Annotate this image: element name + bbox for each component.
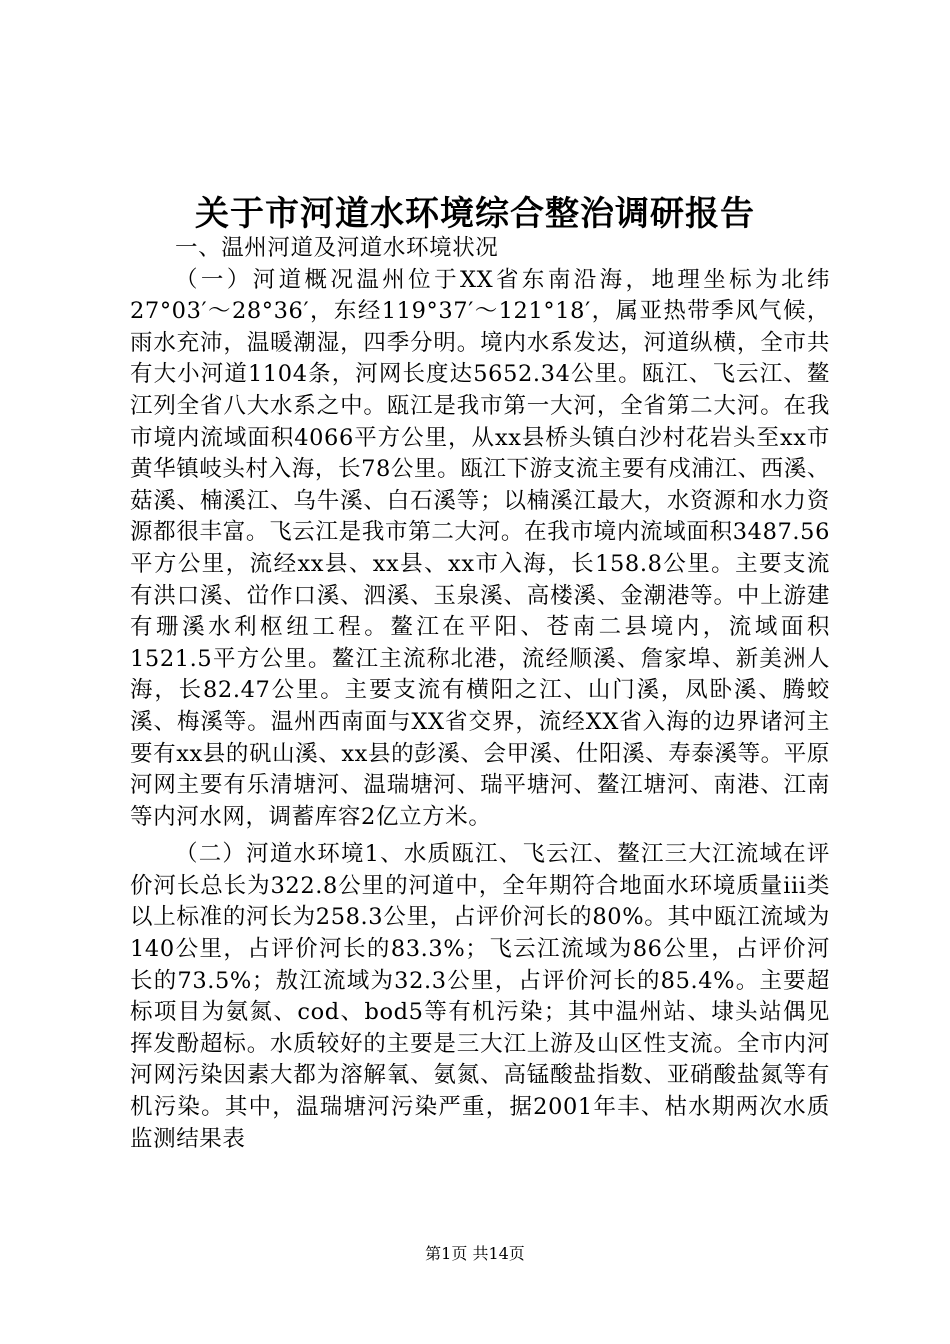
section-heading: 一、温州河道及河道水环境状况 <box>175 235 499 261</box>
document-body <box>130 233 830 1155</box>
document-title: 关于市河道水环境综合整治调研报告 <box>195 194 755 234</box>
paragraph-water-environment: （二）河道水环境1、水质瓯江、飞云江、鳌江三大江流域在评价河长总长为322.8公里的河道中，全年期符合地面水环境质量iii类以上标准的河长为258.3公里，占评价河长的80%。其中瓯江流域为140公里，占评价河长的83.3%；飞云江流域为86公里，占评价河长的73.5%；敖江流域为32.3公里，占评价河长的85.4%。主要超标项目为氨氮、cod、bod5等有机污染；其中温州站、埭头站偶见挥发酚超标。水质较好的主要是三大江上游及山区性支流。全市内河河网污染因素大都为溶解氧、氨氮、高锰酸盐指数、亚硝酸盐氮等有机污染。其中，温瑞塘河污染严重，据2001年丰、枯水期两次水质监测结果表 <box>130 841 830 1152</box>
paragraph-river-overview: （一）河道概况温州位于XX省东南沿海，地理坐标为北纬27°03′～28°36′，东经119°37′～121°18′，属亚热带季风气候，雨水充沛，温暖潮湿，四季分明。境内水系发达，河道纵横，全市共有大小河道1104条，河网长度达5652.34公里。瓯江、飞云江、鳌江列全省八大水系之中。瓯江是我市第一大河，全省第二大河。在我市境内流域面积4066平方公里，从xx县桥头镇白沙村花岩头至xx市黄华镇岐头村入海，长78公里。瓯江下游支流主要有戍浦江、西溪、菇溪、楠溪江、乌牛溪、白石溪等；以楠溪江最大，水资源和水力资源都很丰富。飞云江是我市第二大河。在我市境内流域面积3487.56平方公里，流经xx县、xx县、xx市入海，长158.8公里。主要支流有洪口溪、峃作口溪、泗溪、玉泉溪、高楼溪、金潮港等。中上游建有珊溪水利枢纽工程。鳌江在平阳、苍南二县境内，流域面积1521.5平方公里。鳌江主流称北港，流经顺溪、詹家埠、新美洲人海，长82.47公里。主要支流有横阳之江、山门溪，凤卧溪、腾蛟溪、梅溪等。温州西南面与XX省交界，流经XX省入海的边界诸河主要有xx县的矾山溪、xx县的彭溪、会甲溪、仕阳溪、寿泰溪等。平原河网主要有乐清塘河、温瑞塘河、瑞平塘河、鳌江塘河、南港、江南等内河水网，调蓄库容2亿立方米。 <box>130 266 830 830</box>
page-footer: 第1页 共14页 <box>425 1244 525 1263</box>
